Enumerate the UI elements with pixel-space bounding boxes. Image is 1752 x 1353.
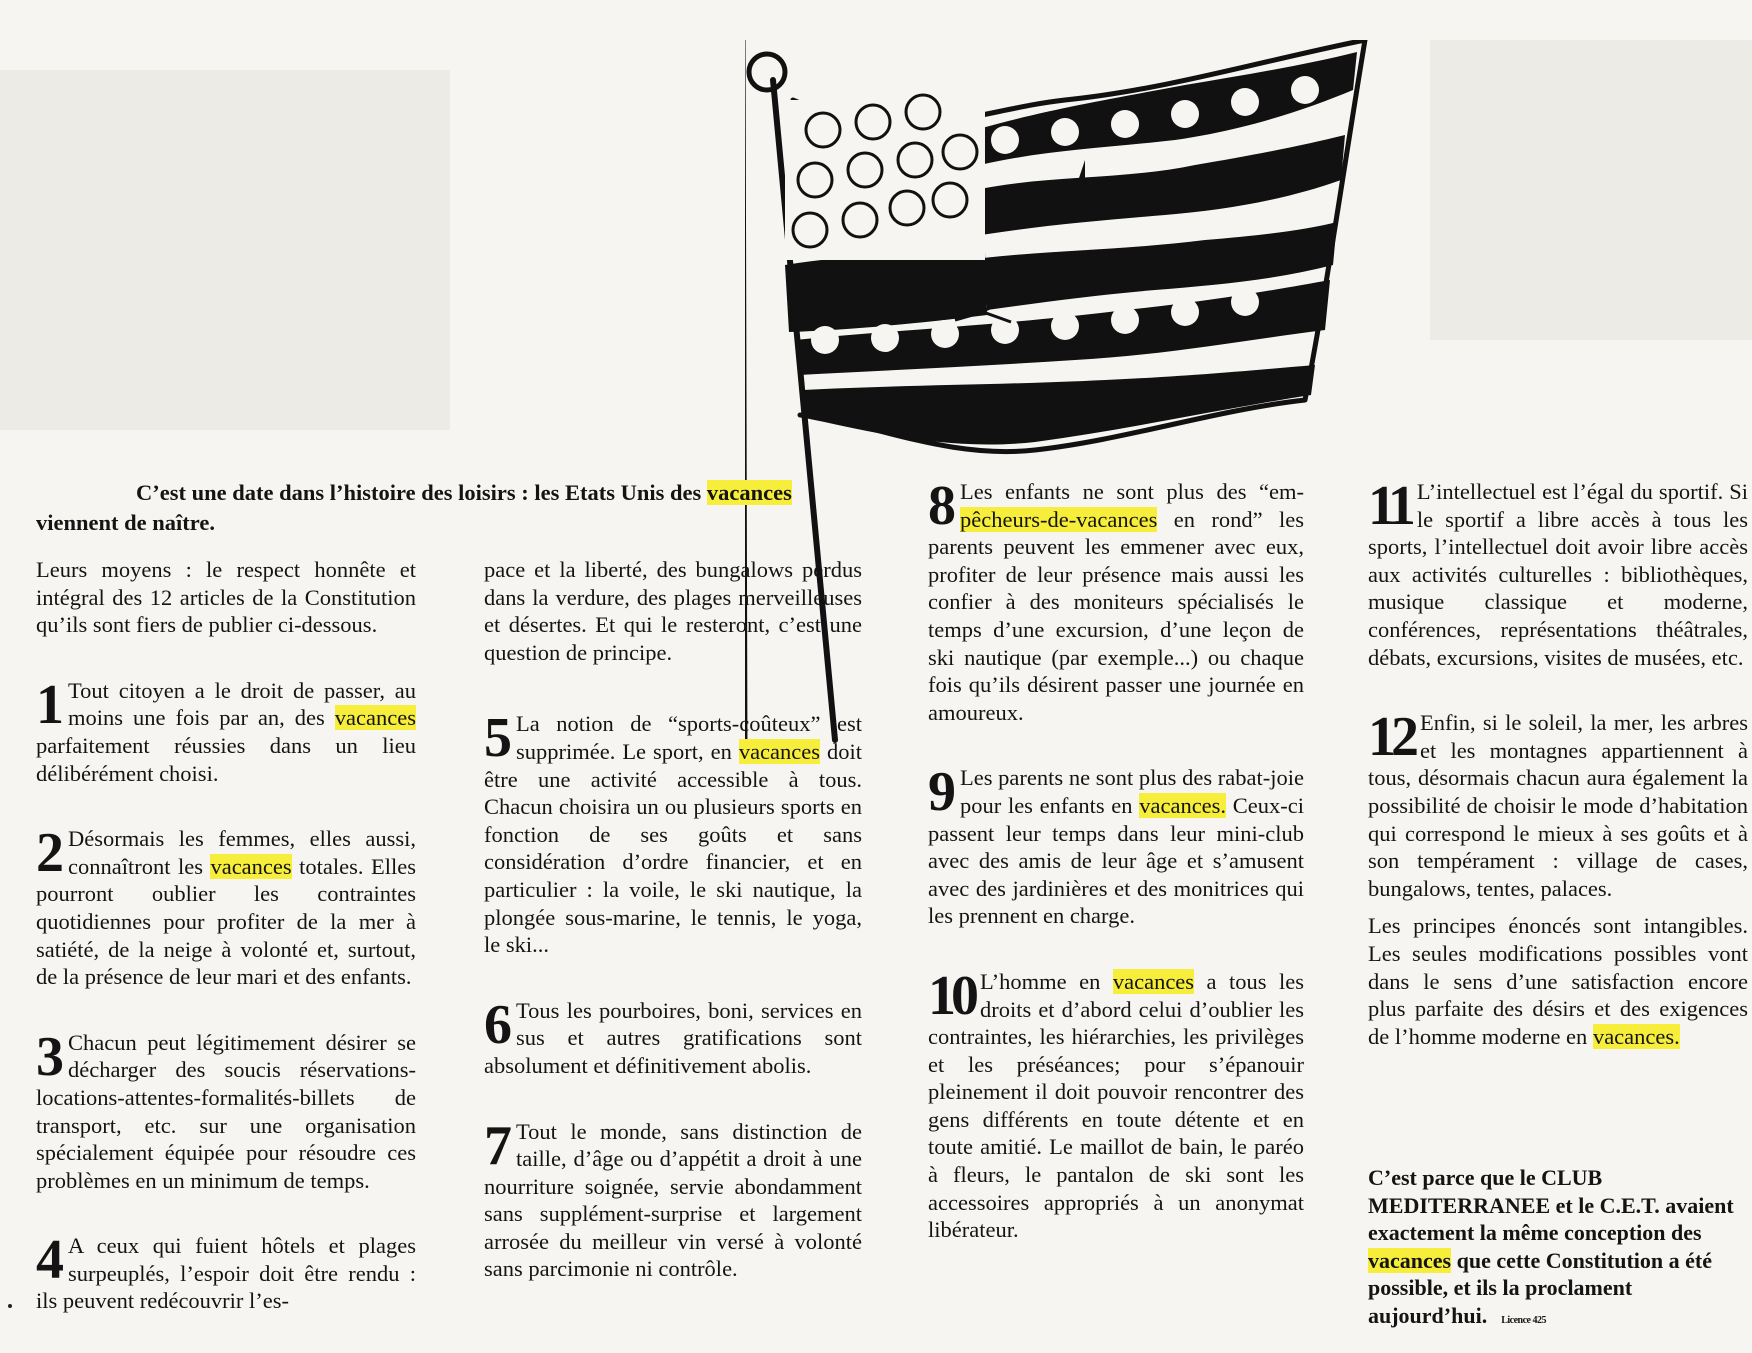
column-3 — [928, 475, 1304, 1282]
principles-paragraph: Les principes énoncés sont intangibles. Les seules modifications possibles vont dans le sens d’une satisfaction encore plus parfaite des désirs et des exigences de l’homme moderne en vacances. — [1368, 913, 1748, 1049]
article-11: 11 L’intellectuel est l’égal du sportif. Si le sportif a libre accès à tous les sports, l’intellectuel doit avoir libre accès aux activités culturelles : bibliothèques, musique classique et moderne, conférences, représentations théâtrales, débats, excursions, visites de musées, etc. — [1368, 475, 1748, 670]
bleed-through-left — [0, 70, 450, 430]
article-number: 10 — [928, 964, 974, 1027]
article-5: 5 La notion de “sports-coûteux” est supprimée. Le sport, en vacances doit être une activité accessible à tous. Chacun choisira un ou plusieurs sports en fonction de ses goûts et sans considération d’ordre financier, et en particulier : la voile, le ski nautique, la plongée sous-marine, le tennis, le yoga, le ski... — [484, 707, 862, 958]
licence-number: Licence 425 — [1501, 1314, 1546, 1326]
preamble: Leurs moyens : le respect honnête et intégral des 12 articles de la Constitution qu’ils sont fiers de publier ci-dessous. — [36, 557, 416, 638]
highlight-vacances: vacances — [706, 480, 792, 505]
article-number: 8 — [928, 475, 954, 537]
article-number: 11 — [1368, 475, 1411, 537]
article-number: 2 — [36, 822, 62, 885]
article-9: 9 Les parents ne sont plus des rabat-joie pour les enfants en vacances. Ceux-ci passent leur temps dans leur mini-club avec des amis de leur âge et s’amusent avec des jardinières et des monitrices qui les prennent en charge. — [928, 761, 1304, 929]
article-4-continuation: pace et la liberté, des bungalows perdus dans la verdure, des plages merveilleuses et désertes. Et qui le resteront, c’est une question de principe. — [484, 557, 862, 665]
article-7: 7 Tout le monde, sans distinction de taille, d’âge ou d’appétit a droit à une nourriture soignée, servie abondamment sans supplément-surprise et largement arrosée du meilleur vin versé à volonté sans parcimonie ni contrôle. — [484, 1114, 862, 1282]
closing-statement: C’est parce que le CLUB MEDITERRANEE et le C.E.T. avaient exactement la même conception des vacances que cette Constitution a été possible, et ils la proclament aujourd’hui. Licence 425 — [1368, 1165, 1734, 1328]
article-3: 3 Chacun peut légitimement désirer se décharger des soucis réservations-locations-attentes-formalités-billets de transport, etc. sur une organisation spécialement équipée pour résoudre ces problèmes en un minimum de temps. — [36, 1025, 416, 1193]
highlight-vacances: vacances — [1112, 968, 1195, 994]
column-2 — [484, 556, 862, 1321]
article-2: 2 Désormais les femmes, elles aussi, connaîtront les vacances totales. Elles pourront oublier les contraintes quotidiennes pour profiter de la mer à satiété, de la neige à volonté et, surtout, de la présence de leur mari et des enfants. — [36, 822, 416, 990]
highlight-vacances: vacances — [210, 853, 292, 879]
highlight-vacances: vacances — [1368, 1247, 1452, 1273]
article-1: 1 Tout citoyen a le droit de passer, au moins une fois par an, des vacances parfaitement réussies dans un lieu délibérément choisi. — [36, 673, 416, 786]
article-number: 9 — [928, 761, 954, 824]
article-number: 12 — [1368, 706, 1414, 769]
print-dot — [8, 1304, 12, 1308]
highlight-vacances: vacances. — [1592, 1023, 1680, 1049]
article-6: 6 Tous les pourboires, boni, services en sus et autres gratifications sont absolument et définitivement abolis. — [484, 993, 862, 1078]
column-4 — [1368, 475, 1748, 1050]
bleed-through-right — [1430, 40, 1752, 340]
article-number: 4 — [36, 1229, 62, 1292]
article-8: 8 Les enfants ne sont plus des “em-pêcheurs-de-vacances en rond” les parents peuvent les emmener avec eux, profiter de leur présence mais aussi les confier à des moniteurs spécialisés le temps d’une excursion, d’une leçon de ski nautique (par exemple...) ou chaque fois qu’ils désirent passer une journée en amoureux. — [928, 475, 1304, 725]
article-10: 10 L’homme en vacances a tous les droits et d’abord celui d’oublier les contraintes, les hiérarchies, les privilèges et les préséances; pour s’épanouir pleinement il doit pouvoir rencontrer des gens différents en toute détente et en toute amitié. Le maillot de bain, le paréo à fleurs, le pantalon de ski sont les accessoires appropriés à un anonymat libérateur. — [928, 964, 1304, 1243]
article-number: 1 — [36, 673, 62, 736]
highlight-vacances: vacances — [334, 705, 416, 731]
highlight-vacances: vacances. — [1139, 792, 1227, 818]
article-number: 5 — [484, 707, 510, 770]
intro-headline: C’est une date dans l’histoire des loisirs : les Etats Unis des vacances viennent de naître. — [36, 480, 792, 535]
article-number: 3 — [36, 1025, 62, 1088]
article-4: 4 A ceux qui fuient hôtels et plages surpeuplés, l’espoir doit être rendu : ils peuvent redécouvrir l’es- — [36, 1229, 416, 1314]
article-number: 7 — [484, 1114, 510, 1177]
article-12: 12 Enfin, si le soleil, la mer, les arbres et les montagnes appartiennent à tous, désormais chacun aura également la possibilité de choisir le mode d’habitation qui correspond le mieux à ses goûts et à son tempérament : village de cases, bungalows, tentes, palaces. — [1368, 706, 1748, 901]
article-number: 6 — [484, 993, 510, 1056]
highlight-vacances: vacances — [738, 738, 821, 764]
column-1 — [36, 556, 416, 1353]
highlight-vacances: pêcheurs-de-vacances — [960, 506, 1158, 532]
